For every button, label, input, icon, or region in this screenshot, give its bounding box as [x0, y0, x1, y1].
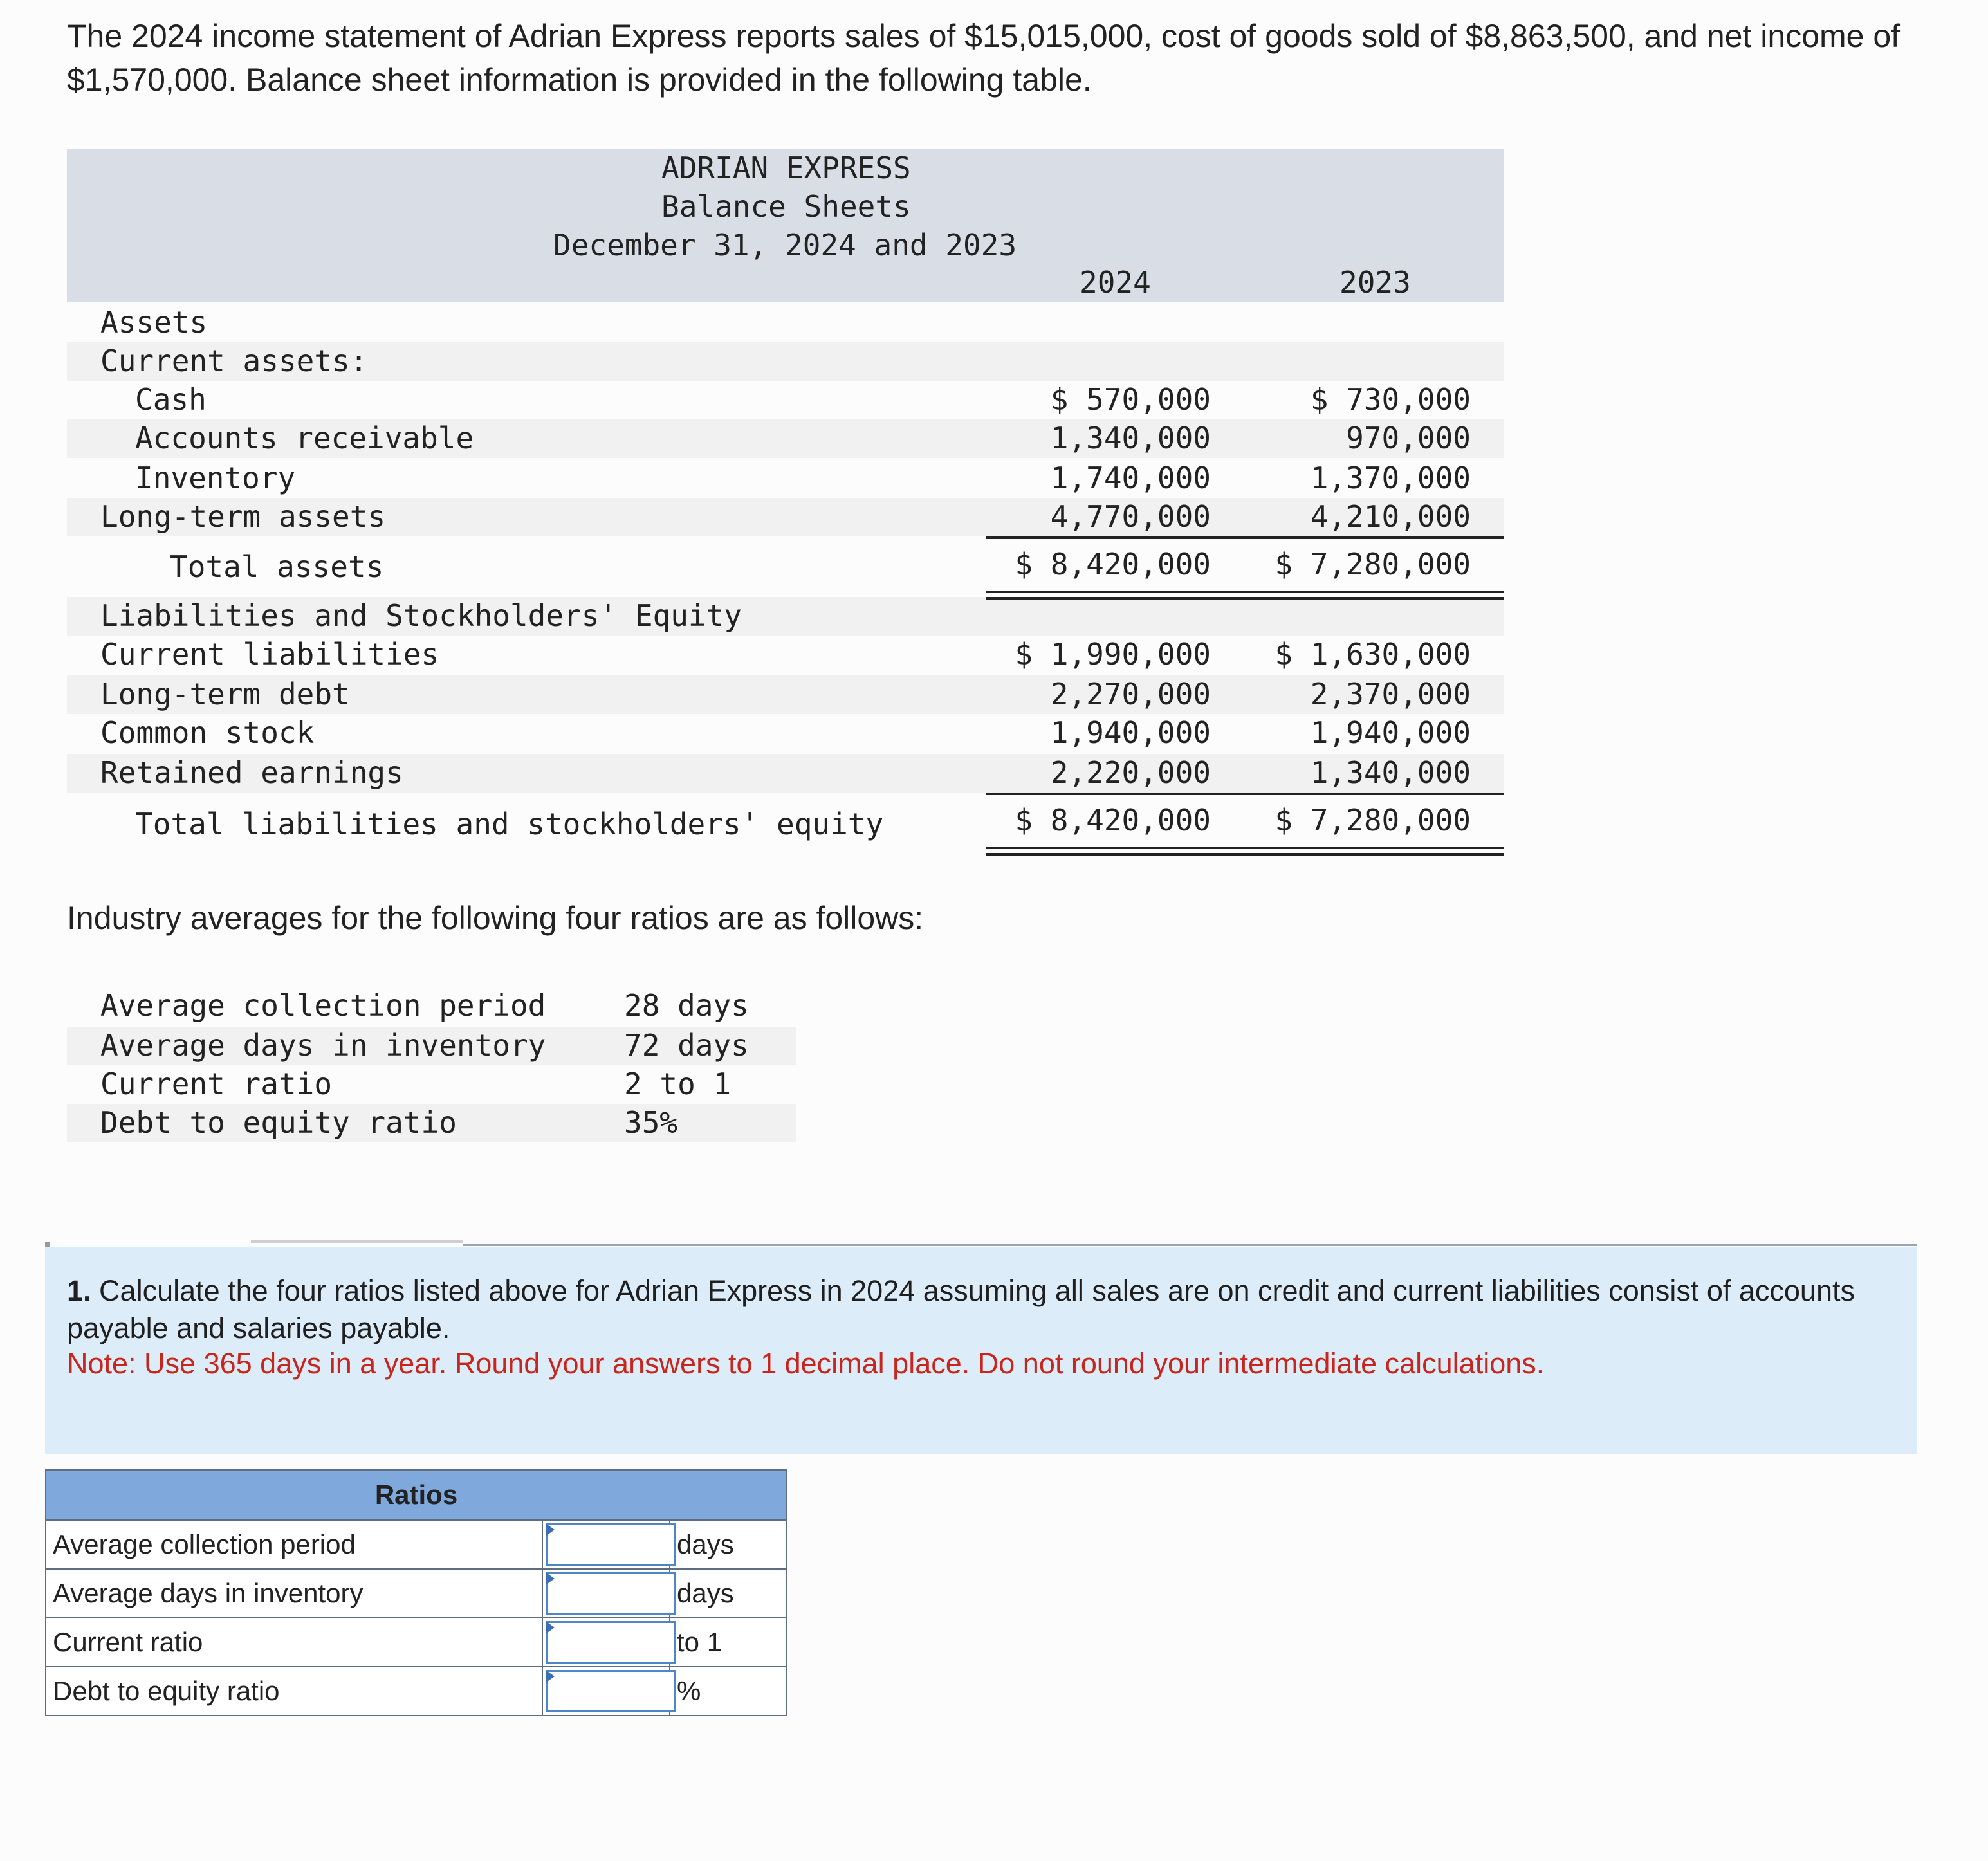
industry-label-current-ratio: Current ratio — [100, 1067, 333, 1101]
balance-sheet-header — [67, 149, 1504, 302]
ratio-label-collection-period: Average collection period — [46, 1520, 542, 1569]
ratio-input-cell — [542, 1520, 670, 1569]
liabilities-heading: Liabilities and Stockholders' Equity — [100, 598, 742, 633]
company-name: ADRIAN EXPRESS — [661, 151, 911, 185]
row-label-common-stock: Common stock — [100, 715, 315, 750]
industry-value-days-in-inventory: 72 days — [624, 1028, 749, 1063]
ratio-input-cell — [542, 1667, 670, 1716]
ratios-header: Ratios — [46, 1470, 787, 1520]
current-liabilities-2024: $ 1,990,000 — [1015, 637, 1211, 672]
current-liabilities-2023: $ 1,630,000 — [1275, 637, 1471, 672]
ratio-unit-days-in-inventory: days — [670, 1569, 787, 1618]
table-row — [46, 1618, 787, 1667]
accounts-receivable-2024: 1,340,000 — [1050, 421, 1211, 455]
ratio-label-debt-to-equity: Debt to equity ratio — [46, 1667, 542, 1716]
row-label-total-assets: Total assets — [170, 549, 384, 584]
days-in-inventory-input[interactable] — [546, 1572, 676, 1615]
row-label-inventory: Inventory — [135, 461, 296, 495]
cash-2023: $ 730,000 — [1310, 382, 1471, 417]
statement-title: Balance Sheets — [661, 189, 911, 224]
long-term-assets-2024: 4,770,000 — [1050, 499, 1211, 534]
column-header-2023: 2023 — [1339, 265, 1411, 300]
ratio-label-days-in-inventory: Average days in inventory — [46, 1569, 542, 1618]
inventory-2023: 1,370,000 — [1310, 461, 1471, 495]
total-liabilities-equity-2023: $ 7,280,000 — [1275, 803, 1471, 838]
subtotal-rule — [986, 536, 1504, 539]
current-ratio-input[interactable] — [546, 1621, 676, 1664]
table-row — [46, 1520, 787, 1569]
question-number: 1. — [67, 1274, 91, 1307]
subtotal-rule — [986, 793, 1504, 795]
input-flag-icon — [546, 1621, 555, 1634]
industry-label-debt-to-equity: Debt to equity ratio — [100, 1105, 457, 1140]
tab-marker — [45, 1242, 50, 1247]
ratio-unit-debt-to-equity: % — [670, 1667, 787, 1716]
industry-value-current-ratio: 2 to 1 — [624, 1067, 732, 1101]
ratio-label-current-ratio: Current ratio — [46, 1618, 542, 1667]
long-term-debt-2023: 2,370,000 — [1310, 677, 1471, 711]
assets-heading: Assets — [100, 305, 208, 340]
question-body: Calculate the four ratios listed above for Adrian Express in 2024 assuming all sales are on credit and current liabilities consist of accounts payable and salaries payable. — [67, 1274, 1855, 1344]
cash-2024: $ 570,000 — [1050, 382, 1211, 417]
table-row — [46, 1667, 787, 1716]
current-assets-heading: Current assets: — [100, 344, 368, 378]
debt-to-equity-input[interactable] — [546, 1670, 676, 1712]
industry-value-debt-to-equity: 35% — [624, 1105, 678, 1140]
total-liabilities-equity-2024: $ 8,420,000 — [1015, 803, 1211, 838]
row-label-cash: Cash — [135, 382, 207, 417]
total-double-rule — [986, 853, 1504, 856]
retained-earnings-2024: 2,220,000 — [1050, 755, 1211, 790]
common-stock-2024: 1,940,000 — [1050, 715, 1211, 750]
long-term-debt-2024: 2,270,000 — [1050, 677, 1211, 711]
total-assets-2023: $ 7,280,000 — [1275, 547, 1471, 582]
common-stock-2023: 1,940,000 — [1310, 715, 1471, 750]
input-flag-icon — [546, 1523, 555, 1536]
intro-paragraph: The 2024 income statement of Adrian Express reports sales of $15,015,000, cost of goods sold of $8,863,500, and net income of $1,570,000. Balance sheet information is provided in the following table. — [67, 18, 1901, 98]
total-double-rule — [986, 597, 1504, 600]
inventory-2024: 1,740,000 — [1050, 461, 1211, 495]
ratios-answer-table — [45, 1469, 787, 1716]
row-label-retained-earnings: Retained earnings — [100, 755, 403, 790]
ratio-unit-collection-period: days — [670, 1520, 787, 1569]
ratio-input-cell — [542, 1618, 670, 1667]
statement-date: December 31, 2024 and 2023 — [553, 228, 1017, 262]
table-row — [46, 1569, 787, 1618]
long-term-assets-2023: 4,210,000 — [1310, 499, 1471, 534]
industry-value-collection-period: 28 days — [624, 988, 749, 1023]
column-header-2024: 2024 — [1080, 265, 1151, 300]
industry-label-days-in-inventory: Average days in inventory — [100, 1028, 546, 1063]
accounts-receivable-2023: 970,000 — [1346, 421, 1471, 455]
row-label-long-term-assets: Long-term assets — [100, 499, 386, 534]
tab-divider — [251, 1240, 463, 1243]
question-text — [67, 1272, 1907, 1347]
total-double-rule — [986, 847, 1504, 849]
question-panel — [45, 1247, 1917, 1454]
total-assets-2024: $ 8,420,000 — [1015, 547, 1211, 582]
tab-divider — [463, 1244, 1917, 1246]
total-double-rule — [986, 591, 1504, 593]
row-label-total-liabilities-equity: Total liabilities and stockholders' equity — [135, 807, 884, 841]
ratios-header-row — [46, 1470, 787, 1520]
collection-period-input[interactable] — [546, 1523, 676, 1566]
retained-earnings-2023: 1,340,000 — [1310, 755, 1471, 790]
row-label-accounts-receivable: Accounts receivable — [135, 421, 474, 455]
question-note: Note: Use 365 days in a year. Round your answers to 1 decimal place. Do not round your intermediate calculations. — [67, 1347, 1545, 1380]
ratio-unit-current-ratio: to 1 — [670, 1618, 787, 1667]
input-flag-icon — [546, 1572, 555, 1585]
ratio-input-cell — [542, 1569, 670, 1618]
input-flag-icon — [546, 1670, 555, 1683]
row-label-current-liabilities: Current liabilities — [100, 637, 439, 672]
row-label-long-term-debt: Long-term debt — [100, 677, 350, 711]
industry-label-collection-period: Average collection period — [100, 988, 546, 1023]
industry-averages-intro: Industry averages for the following four ratios are as follows: — [67, 900, 924, 936]
